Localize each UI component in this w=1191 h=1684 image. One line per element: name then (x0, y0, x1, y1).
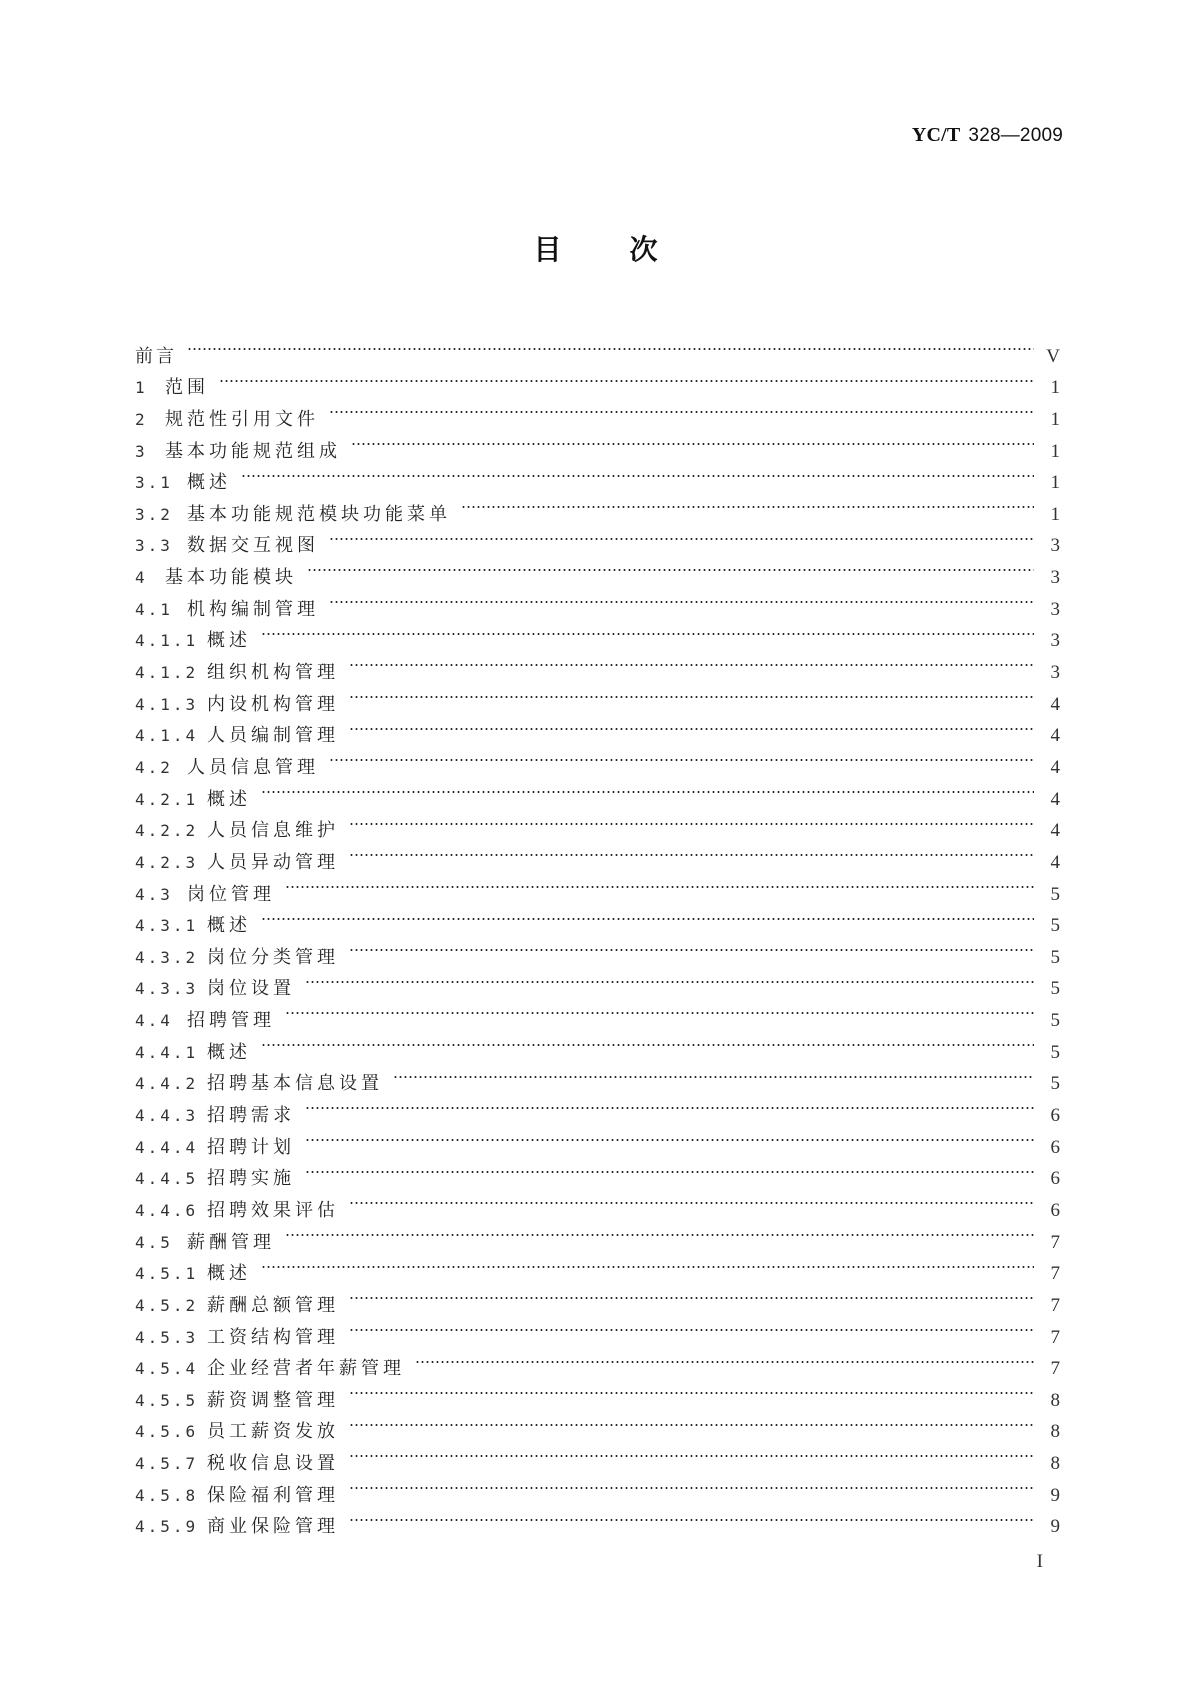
toc-entry-number: 3 (135, 441, 148, 461)
toc-entry-number: 4.5.3 (135, 1327, 199, 1347)
toc-entry-label: 概述 (207, 915, 251, 937)
toc-entry-label: 前言 (135, 345, 177, 367)
page-title (0, 228, 1191, 268)
toc-entry-page: 5 (1050, 883, 1060, 905)
toc-entry-page: 9 (1050, 1484, 1060, 1506)
toc-entry-label: 薪酬总额管理 (207, 1294, 339, 1316)
toc-entry-page: 1 (1050, 503, 1060, 525)
toc-entry-number: 4.5.7 (135, 1454, 199, 1474)
toc-entry-label: 概述 (207, 1263, 251, 1285)
toc-entry-label: 基本功能模块 (165, 567, 297, 589)
toc-entry-page: 7 (1050, 1326, 1060, 1348)
toc-entry-number: 4.5.4 (135, 1359, 199, 1379)
toc-entry-label: 概述 (187, 472, 231, 494)
dot-leader (415, 1343, 1040, 1375)
toc-entry[interactable] (135, 330, 1060, 367)
toc-entry-number: 3.2 (135, 504, 173, 524)
toc-entry-page: 8 (1050, 1453, 1060, 1475)
toc-entry-page: 5 (1050, 915, 1060, 937)
toc-entry[interactable] (135, 1058, 1060, 1095)
toc-entry-number: 4.5.6 (135, 1422, 199, 1442)
toc-entry-number: 4.3.1 (135, 916, 199, 936)
toc-entry-label: 工资结构管理 (207, 1326, 339, 1348)
toc-entry-number: 4.5.5 (135, 1390, 199, 1410)
toc-entry[interactable] (135, 773, 1060, 810)
toc-entry[interactable] (135, 805, 1060, 842)
toc-entry-label: 人员信息维护 (207, 820, 339, 842)
page-title-char-2: 次 (629, 233, 658, 266)
toc-entry-number: 4.3 (135, 884, 173, 904)
toc-entry-label: 数据交互视图 (187, 535, 319, 557)
table-of-contents (135, 330, 1060, 1538)
toc-entry-page: 4 (1050, 756, 1060, 778)
toc-entry-number: 4.2 (135, 757, 173, 777)
toc-entry-label: 企业经营者年薪管理 (207, 1358, 405, 1380)
toc-entry-page: 8 (1050, 1421, 1060, 1443)
dot-leader (329, 741, 1040, 773)
toc-entry-page: 4 (1050, 693, 1060, 715)
toc-entry-label: 岗位分类管理 (207, 946, 339, 968)
toc-entry-number: 4.1.4 (135, 726, 199, 746)
toc-entry-page: V (1046, 345, 1060, 367)
toc-entry-label: 内设机构管理 (207, 693, 339, 715)
toc-entry-label: 机构编制管理 (187, 598, 319, 620)
toc-entry-label: 保险福利管理 (207, 1484, 339, 1506)
toc-entry-number: 4.4.5 (135, 1169, 199, 1189)
toc-entry-label: 员工薪资发放 (207, 1421, 339, 1443)
dot-leader (349, 1437, 1040, 1469)
toc-entry-page: 6 (1050, 1136, 1060, 1158)
toc-entry[interactable] (135, 1248, 1060, 1285)
toc-entry-number: 4.3.3 (135, 979, 199, 999)
dot-leader (285, 994, 1040, 1026)
dot-leader (349, 1469, 1040, 1501)
toc-entry-number: 4.4.4 (135, 1137, 199, 1157)
toc-entry-number: 4.4 (135, 1011, 173, 1031)
toc-entry-number: 4.4.3 (135, 1106, 199, 1126)
toc-entry[interactable] (135, 362, 1060, 399)
standard-number: 328—2009 (968, 125, 1063, 146)
dot-leader (261, 900, 1040, 932)
toc-entry-label: 人员编制管理 (207, 725, 339, 747)
dot-leader (349, 678, 1040, 710)
toc-entry[interactable] (135, 1026, 1060, 1063)
toc-entry-label: 基本功能规范组成 (165, 440, 341, 462)
dot-leader (349, 836, 1040, 868)
toc-entry-label: 招聘计划 (207, 1136, 295, 1158)
dot-leader (187, 330, 1040, 362)
dot-leader (349, 805, 1040, 837)
toc-entry-number: 4.5.9 (135, 1517, 199, 1537)
toc-entry-page: 1 (1050, 440, 1060, 462)
toc-entry-number: 4.2.2 (135, 821, 199, 841)
toc-entry-number: 4.1.3 (135, 694, 199, 714)
toc-entry-label: 税收信息设置 (207, 1453, 339, 1475)
page-number: I (1036, 1551, 1043, 1572)
dot-leader (261, 1248, 1040, 1280)
toc-entry-number: 4.2.3 (135, 852, 199, 872)
toc-entry-number: 4.1.2 (135, 663, 199, 683)
toc-entry-number: 4.5.2 (135, 1295, 199, 1315)
dot-leader (305, 1153, 1040, 1185)
toc-entry-label: 基本功能规范模块功能菜单 (187, 503, 451, 525)
dot-leader (219, 362, 1040, 394)
toc-entry-number: 4.3.2 (135, 947, 199, 967)
toc-entry-page: 5 (1050, 1041, 1060, 1063)
toc-entry-page: 3 (1050, 598, 1060, 620)
toc-entry[interactable] (135, 488, 1060, 525)
toc-entry-page: 6 (1050, 1168, 1060, 1190)
toc-entry-number: 4 (135, 568, 148, 588)
toc-entry[interactable] (135, 457, 1060, 494)
dot-leader (349, 710, 1040, 742)
dot-leader (261, 773, 1040, 805)
toc-entry-label: 招聘效果评估 (207, 1199, 339, 1221)
toc-entry-page: 7 (1050, 1294, 1060, 1316)
dot-leader (305, 963, 1040, 995)
toc-entry-label: 概述 (207, 1041, 251, 1063)
toc-entry-page: 6 (1050, 1199, 1060, 1221)
dot-leader (349, 1501, 1040, 1533)
toc-entry-page: 5 (1050, 946, 1060, 968)
standard-prefix: YC/T (911, 124, 961, 146)
dot-leader (285, 1216, 1040, 1248)
toc-entry-number: 2 (135, 409, 148, 429)
dot-leader (307, 551, 1040, 583)
dot-leader (241, 457, 1040, 489)
standard-code (912, 124, 1063, 147)
toc-entry-label: 岗位管理 (187, 883, 275, 905)
toc-entry-label: 人员异动管理 (207, 851, 339, 873)
toc-entry-label: 岗位设置 (207, 978, 295, 1000)
toc-entry-label: 商业保险管理 (207, 1516, 339, 1538)
toc-entry-number: 3.3 (135, 536, 173, 556)
dot-leader (329, 393, 1040, 425)
toc-entry-number: 4.4.2 (135, 1074, 199, 1094)
dot-leader (349, 1311, 1040, 1343)
toc-entry-page: 5 (1050, 1073, 1060, 1095)
toc-entry[interactable] (135, 393, 1060, 430)
toc-entry-label: 招聘实施 (207, 1168, 295, 1190)
toc-entry-page: 1 (1050, 472, 1060, 494)
toc-entry-label: 概述 (207, 788, 251, 810)
dot-leader (349, 1374, 1040, 1406)
toc-entry-page: 3 (1050, 630, 1060, 652)
toc-entry-page: 4 (1050, 820, 1060, 842)
toc-entry-number: 4.4.1 (135, 1042, 199, 1062)
toc-entry-number: 4.5.8 (135, 1485, 199, 1505)
dot-leader (305, 1121, 1040, 1153)
dot-leader (329, 583, 1040, 615)
toc-entry-page: 4 (1050, 788, 1060, 810)
dot-leader (349, 1184, 1040, 1216)
toc-entry-label: 招聘管理 (187, 1010, 275, 1032)
toc-entry[interactable] (135, 646, 1060, 684)
toc-entry-page: 7 (1050, 1231, 1060, 1253)
toc-entry-label: 概述 (207, 630, 251, 652)
toc-entry-page: 7 (1050, 1263, 1060, 1285)
toc-entry-label: 人员信息管理 (187, 756, 319, 778)
toc-entry-label: 组织机构管理 (207, 662, 339, 684)
toc-entry-page: 4 (1050, 851, 1060, 873)
dot-leader (461, 488, 1040, 520)
toc-entry-page: 3 (1050, 662, 1060, 684)
dot-leader (329, 520, 1040, 552)
toc-entry-number: 1 (135, 378, 148, 398)
toc-entry[interactable] (135, 615, 1060, 652)
toc-entry-page: 4 (1050, 725, 1060, 747)
dot-leader (349, 646, 1040, 678)
toc-entry-page: 9 (1050, 1516, 1060, 1538)
toc-entry-number: 4.5.1 (135, 1264, 199, 1284)
dot-leader (351, 425, 1040, 457)
toc-entry-page: 7 (1050, 1358, 1060, 1380)
dot-leader (349, 1406, 1040, 1438)
toc-entry-number: 4.2.1 (135, 789, 199, 809)
toc-entry-page: 8 (1050, 1389, 1060, 1411)
dot-leader (285, 868, 1040, 900)
toc-entry-number: 4.1 (135, 599, 173, 619)
dot-leader (393, 1058, 1040, 1090)
toc-entry-label: 薪资调整管理 (207, 1389, 339, 1411)
toc-entry-number: 4.1.1 (135, 631, 199, 651)
dot-leader (349, 1279, 1040, 1311)
toc-entry-page: 6 (1050, 1105, 1060, 1127)
toc-entry-number: 3.1 (135, 473, 173, 493)
toc-entry[interactable] (135, 900, 1060, 937)
toc-entry-page: 5 (1050, 1010, 1060, 1032)
toc-entry-number: 4.4.6 (135, 1200, 199, 1220)
toc-entry-page: 5 (1050, 978, 1060, 1000)
page-title-char-1: 目 (533, 233, 562, 266)
toc-entry-page: 1 (1050, 408, 1060, 430)
toc-entry-label: 薪酬管理 (187, 1231, 275, 1253)
toc-entry-label: 规范性引用文件 (165, 408, 319, 430)
toc-entry-page: 1 (1050, 377, 1060, 399)
toc-entry[interactable] (135, 931, 1060, 968)
toc-entry-label: 招聘基本信息设置 (207, 1073, 383, 1095)
toc-entry-number: 4.5 (135, 1232, 173, 1252)
dot-leader (305, 1089, 1040, 1121)
toc-entry[interactable] (135, 1279, 1060, 1316)
toc-entry-label: 招聘需求 (207, 1105, 295, 1127)
toc-entry-label: 范围 (165, 377, 209, 399)
dot-leader (349, 931, 1040, 963)
dot-leader (261, 615, 1040, 647)
dot-leader (261, 1026, 1040, 1058)
toc-entry-page: 3 (1050, 567, 1060, 589)
toc-entry-page: 3 (1050, 535, 1060, 557)
